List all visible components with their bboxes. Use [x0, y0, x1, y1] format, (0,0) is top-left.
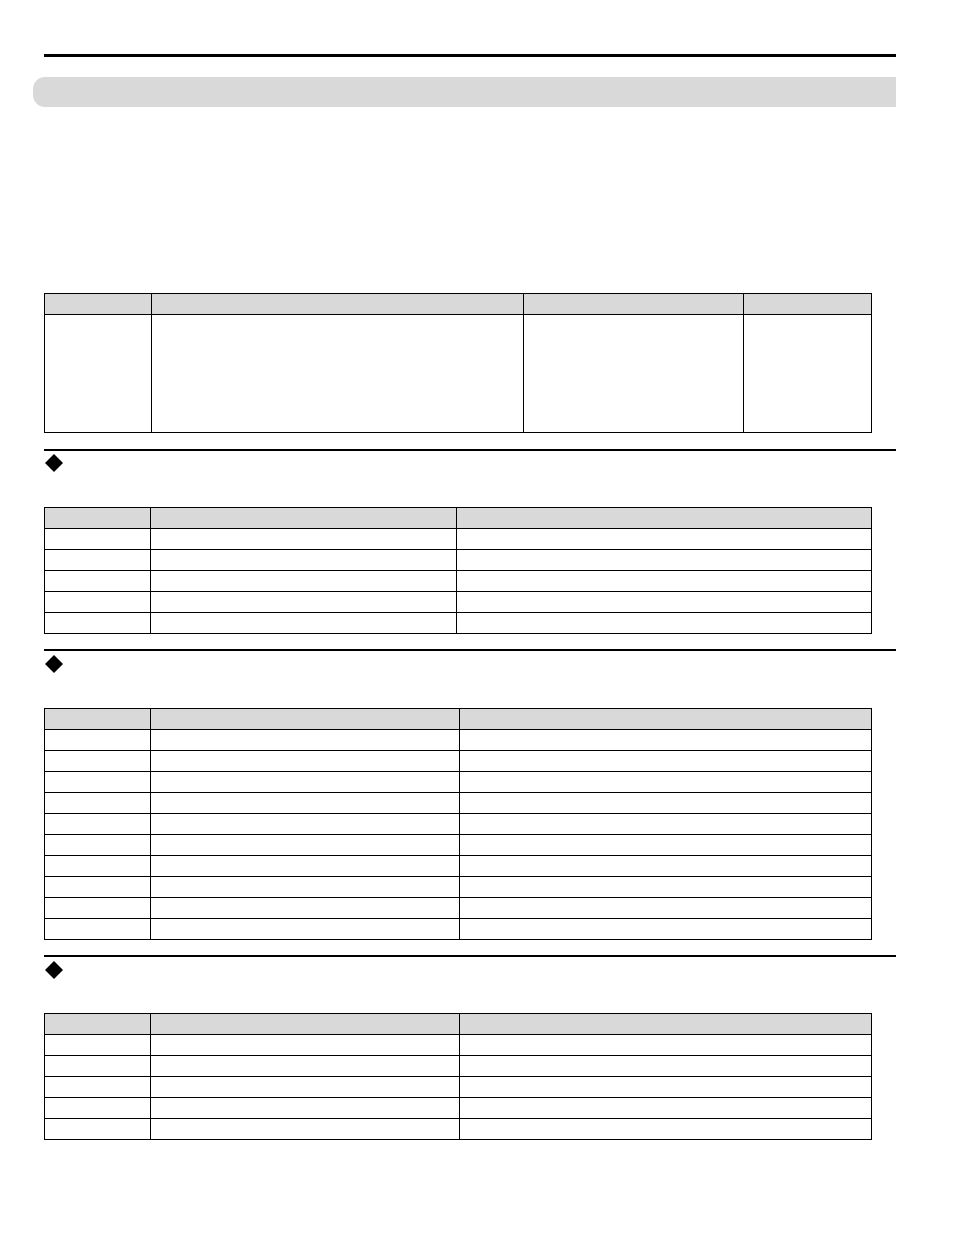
section-title — [44, 77, 111, 109]
table-4-6 — [44, 507, 872, 634]
table-row — [45, 571, 872, 592]
table-row — [45, 751, 872, 772]
table-row — [45, 613, 872, 634]
table-row — [45, 592, 872, 613]
cell-no — [45, 550, 151, 571]
cell-name — [151, 613, 457, 634]
table-header-row — [45, 709, 872, 730]
cell-no — [45, 1056, 151, 1077]
table-header-row — [45, 508, 872, 529]
table-header-row — [45, 294, 872, 315]
header-no — [45, 294, 152, 315]
cell-setting-range — [524, 315, 744, 433]
header-no — [45, 508, 151, 529]
header-default-setting — [460, 709, 872, 730]
cell-name — [151, 898, 460, 919]
cell-default — [460, 1098, 872, 1119]
subsection-rule — [44, 955, 896, 957]
cell-default — [460, 898, 872, 919]
cell-no — [45, 315, 152, 433]
header-name — [151, 508, 457, 529]
table-row — [45, 315, 872, 433]
header-no — [45, 1014, 151, 1035]
header-default — [744, 294, 872, 315]
subsection-rule — [44, 649, 896, 651]
cell-name — [151, 793, 460, 814]
cell-name — [151, 571, 457, 592]
diamond-icon — [44, 654, 64, 680]
cell-default — [460, 877, 872, 898]
cell-name — [151, 730, 460, 751]
cell-default — [460, 1056, 872, 1077]
header-default-setting — [457, 508, 872, 529]
table-row — [45, 814, 872, 835]
cell-no — [45, 1119, 151, 1140]
table-row — [45, 1119, 872, 1140]
table-row — [45, 877, 872, 898]
table-4-7 — [44, 708, 872, 940]
cell-no — [45, 1098, 151, 1119]
setting2-title — [44, 654, 72, 680]
cell-name — [151, 877, 460, 898]
cell-default — [744, 315, 872, 433]
table-row — [45, 1056, 872, 1077]
cell-default — [460, 751, 872, 772]
cell-default — [460, 1119, 872, 1140]
cell-default — [460, 856, 872, 877]
table-row — [45, 1077, 872, 1098]
header-setting-range — [524, 294, 744, 315]
table-row — [45, 772, 872, 793]
setting1-title — [44, 453, 72, 479]
cell-no — [45, 1035, 151, 1056]
cell-no — [45, 1077, 151, 1098]
cell-no — [45, 919, 151, 940]
cell-default — [460, 730, 872, 751]
preset-table — [44, 293, 872, 433]
subsection-rule — [44, 449, 896, 451]
cell-default — [460, 772, 872, 793]
cell-default — [460, 1077, 872, 1098]
cell-default — [460, 793, 872, 814]
cell-name — [151, 529, 457, 550]
cell-no — [45, 793, 151, 814]
cell-no — [45, 772, 151, 793]
table-row — [45, 898, 872, 919]
cell-no — [45, 613, 151, 634]
cell-default — [460, 814, 872, 835]
cell-default — [457, 529, 872, 550]
cell-name — [151, 550, 457, 571]
cell-name — [151, 814, 460, 835]
cell-name — [151, 1098, 460, 1119]
cell-default — [460, 835, 872, 856]
header-parameter-name — [151, 1014, 460, 1035]
cell-no — [45, 592, 151, 613]
cell-default — [460, 1035, 872, 1056]
cell-name — [152, 315, 524, 433]
cell-default — [457, 592, 872, 613]
table-row — [45, 1098, 872, 1119]
table-row — [45, 835, 872, 856]
cell-no — [45, 571, 151, 592]
table-row — [45, 529, 872, 550]
cell-default — [460, 919, 872, 940]
header-no — [45, 709, 151, 730]
header-parameter-name — [151, 709, 460, 730]
cell-name — [151, 592, 457, 613]
table-4-8 — [44, 1013, 872, 1140]
running-head-rule — [44, 54, 896, 57]
cell-default — [457, 571, 872, 592]
cell-no — [45, 529, 151, 550]
cell-name — [151, 772, 460, 793]
cell-no — [45, 835, 151, 856]
table-row — [45, 1035, 872, 1056]
header-parameter-name — [152, 294, 524, 315]
table-row — [45, 793, 872, 814]
cell-no — [45, 814, 151, 835]
diamond-icon — [44, 960, 64, 986]
table-row — [45, 919, 872, 940]
section-title-bar — [33, 77, 896, 107]
table-row — [45, 730, 872, 751]
cell-name — [151, 835, 460, 856]
cell-name — [151, 1077, 460, 1098]
cell-default — [457, 613, 872, 634]
cell-name — [151, 856, 460, 877]
cell-name — [151, 1035, 460, 1056]
table-row — [45, 550, 872, 571]
cell-name — [151, 1119, 460, 1140]
cell-default — [457, 550, 872, 571]
cell-no — [45, 751, 151, 772]
cell-no — [45, 730, 151, 751]
table-row — [45, 856, 872, 877]
diamond-icon — [44, 453, 64, 479]
cell-no — [45, 877, 151, 898]
cell-no — [45, 898, 151, 919]
table-header-row — [45, 1014, 872, 1035]
cell-no — [45, 856, 151, 877]
setting3-title — [44, 960, 72, 986]
cell-name — [151, 1056, 460, 1077]
cell-name — [151, 751, 460, 772]
cell-name — [151, 919, 460, 940]
header-default-setting — [460, 1014, 872, 1035]
